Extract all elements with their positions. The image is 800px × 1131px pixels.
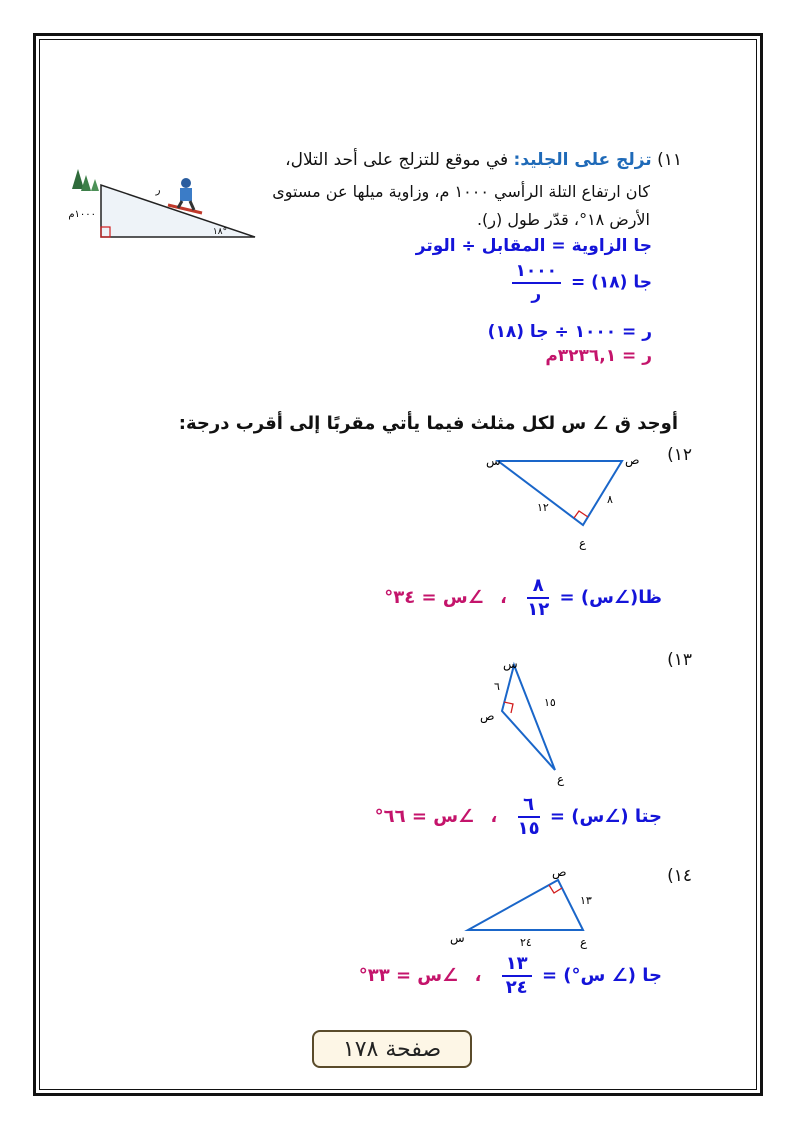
q11-step4: ر = ٣٢٣٦,١م (545, 346, 652, 366)
q13-answer (375, 795, 662, 839)
q11-frac-num: ١٠٠٠ (512, 262, 562, 284)
q13-label-s: س (503, 657, 518, 671)
q13-frac-den: ١٥ (517, 817, 540, 839)
tree-icon (81, 175, 91, 191)
q14-triangle-shape (468, 880, 583, 930)
q11-header (285, 150, 682, 170)
q14-side-a: ١٣ (580, 894, 592, 907)
q13-triangle (470, 656, 580, 786)
q14-frac-den: ٢٤ (505, 976, 528, 998)
page-number-badge (312, 1030, 472, 1068)
q11-side-label: ر (155, 185, 161, 196)
q11-step2 (508, 262, 652, 303)
q11-line1: في موقع للتزلج على أحد التلال، (285, 150, 509, 170)
q13-ans-result: ∠س = ٦٦° (374, 805, 475, 827)
q13-label-sad: ص (480, 709, 495, 723)
q12-side-a: ١٢ (537, 501, 549, 514)
q11-angle-label: ١٨° (212, 227, 228, 237)
q11-step1: جا الزاوية = المقابل ÷ الوتر (415, 236, 652, 256)
q12-number: ١٢) (667, 445, 692, 465)
q14-label-sad: ص (552, 865, 567, 879)
slope-triangle (101, 185, 255, 237)
q12-ans-func: ظا(∠س) = (559, 586, 662, 608)
q12-label-s: س (486, 454, 501, 468)
q12-frac-num: ٨ (527, 576, 549, 599)
q11-height-label: ١٠٠٠م (68, 209, 96, 220)
q11-step2-left: جا (١٨) = (570, 272, 652, 293)
tree-icon (91, 179, 99, 191)
q13-triangle-shape (502, 665, 555, 770)
q14-frac-num: ١٣ (502, 954, 532, 977)
q12-triangle (475, 445, 645, 557)
q12-ans-result: ∠س = ٣٤° (384, 586, 484, 608)
q12-right-angle-mark (574, 511, 588, 518)
q13-frac-num: ٦ (518, 795, 540, 818)
q12-label-ain: ع (579, 536, 587, 550)
q13-right-angle-mark (504, 702, 513, 713)
q14-ans-result: ∠س = ٣٣° (358, 964, 459, 986)
skier-icon (168, 178, 202, 213)
q13-ans-sep: ، (490, 805, 498, 827)
q14-triangle (448, 862, 608, 952)
q14-number: ١٤) (667, 866, 692, 886)
q14-ans-func: جا (∠ س°) = (541, 964, 662, 986)
q11-line3: الأرض ١٨°، قدّر طول (ر). (476, 210, 650, 229)
q13-number: ١٣) (667, 650, 692, 670)
q14-ans-sep: ، (474, 964, 482, 986)
q11-step3: ر = ١٠٠٠ ÷ جا (١٨) (487, 322, 652, 342)
q13-fraction (518, 795, 540, 839)
q12-answer (384, 576, 662, 620)
q14-label-ain: ع (580, 935, 588, 949)
ski-slope-figure (50, 155, 265, 245)
page-number-label: صفحة ١٧٨ (342, 1036, 442, 1062)
q13-side-a: ٦ (494, 680, 500, 693)
q14-side-b: ٢٤ (520, 936, 532, 949)
q14-fraction (502, 954, 532, 998)
q12-frac-den: ١٢ (527, 598, 550, 620)
q12-fraction (527, 576, 549, 620)
q13-label-ain: ع (557, 772, 565, 786)
q14-answer (359, 954, 662, 998)
instruction-text: أوجد ق ∠ س لكل مثلث فيما يأتي مقربًا إلى أقرب درجة: (178, 413, 678, 434)
q11-fraction (512, 262, 562, 303)
tree-icon (72, 169, 84, 189)
q12-triangle-shape (498, 461, 622, 525)
q11-line2: كان ارتفاع التلة الرأسي ١٠٠٠ م، وزاوية ميلها عن مستوى (272, 182, 650, 201)
q11-frac-den: ر (531, 283, 542, 304)
q12-label-sad: ص (625, 453, 640, 467)
q12-side-b: ٨ (607, 493, 613, 506)
q14-label-s: س (450, 931, 465, 945)
q13-ans-func: جتا (∠س) = (549, 805, 662, 827)
q11-number: ١١) (657, 150, 682, 170)
q13-side-b: ١٥ (544, 696, 556, 709)
q12-ans-sep: ، (500, 586, 507, 608)
q11-title: تزلج على الجليد: (513, 150, 652, 170)
